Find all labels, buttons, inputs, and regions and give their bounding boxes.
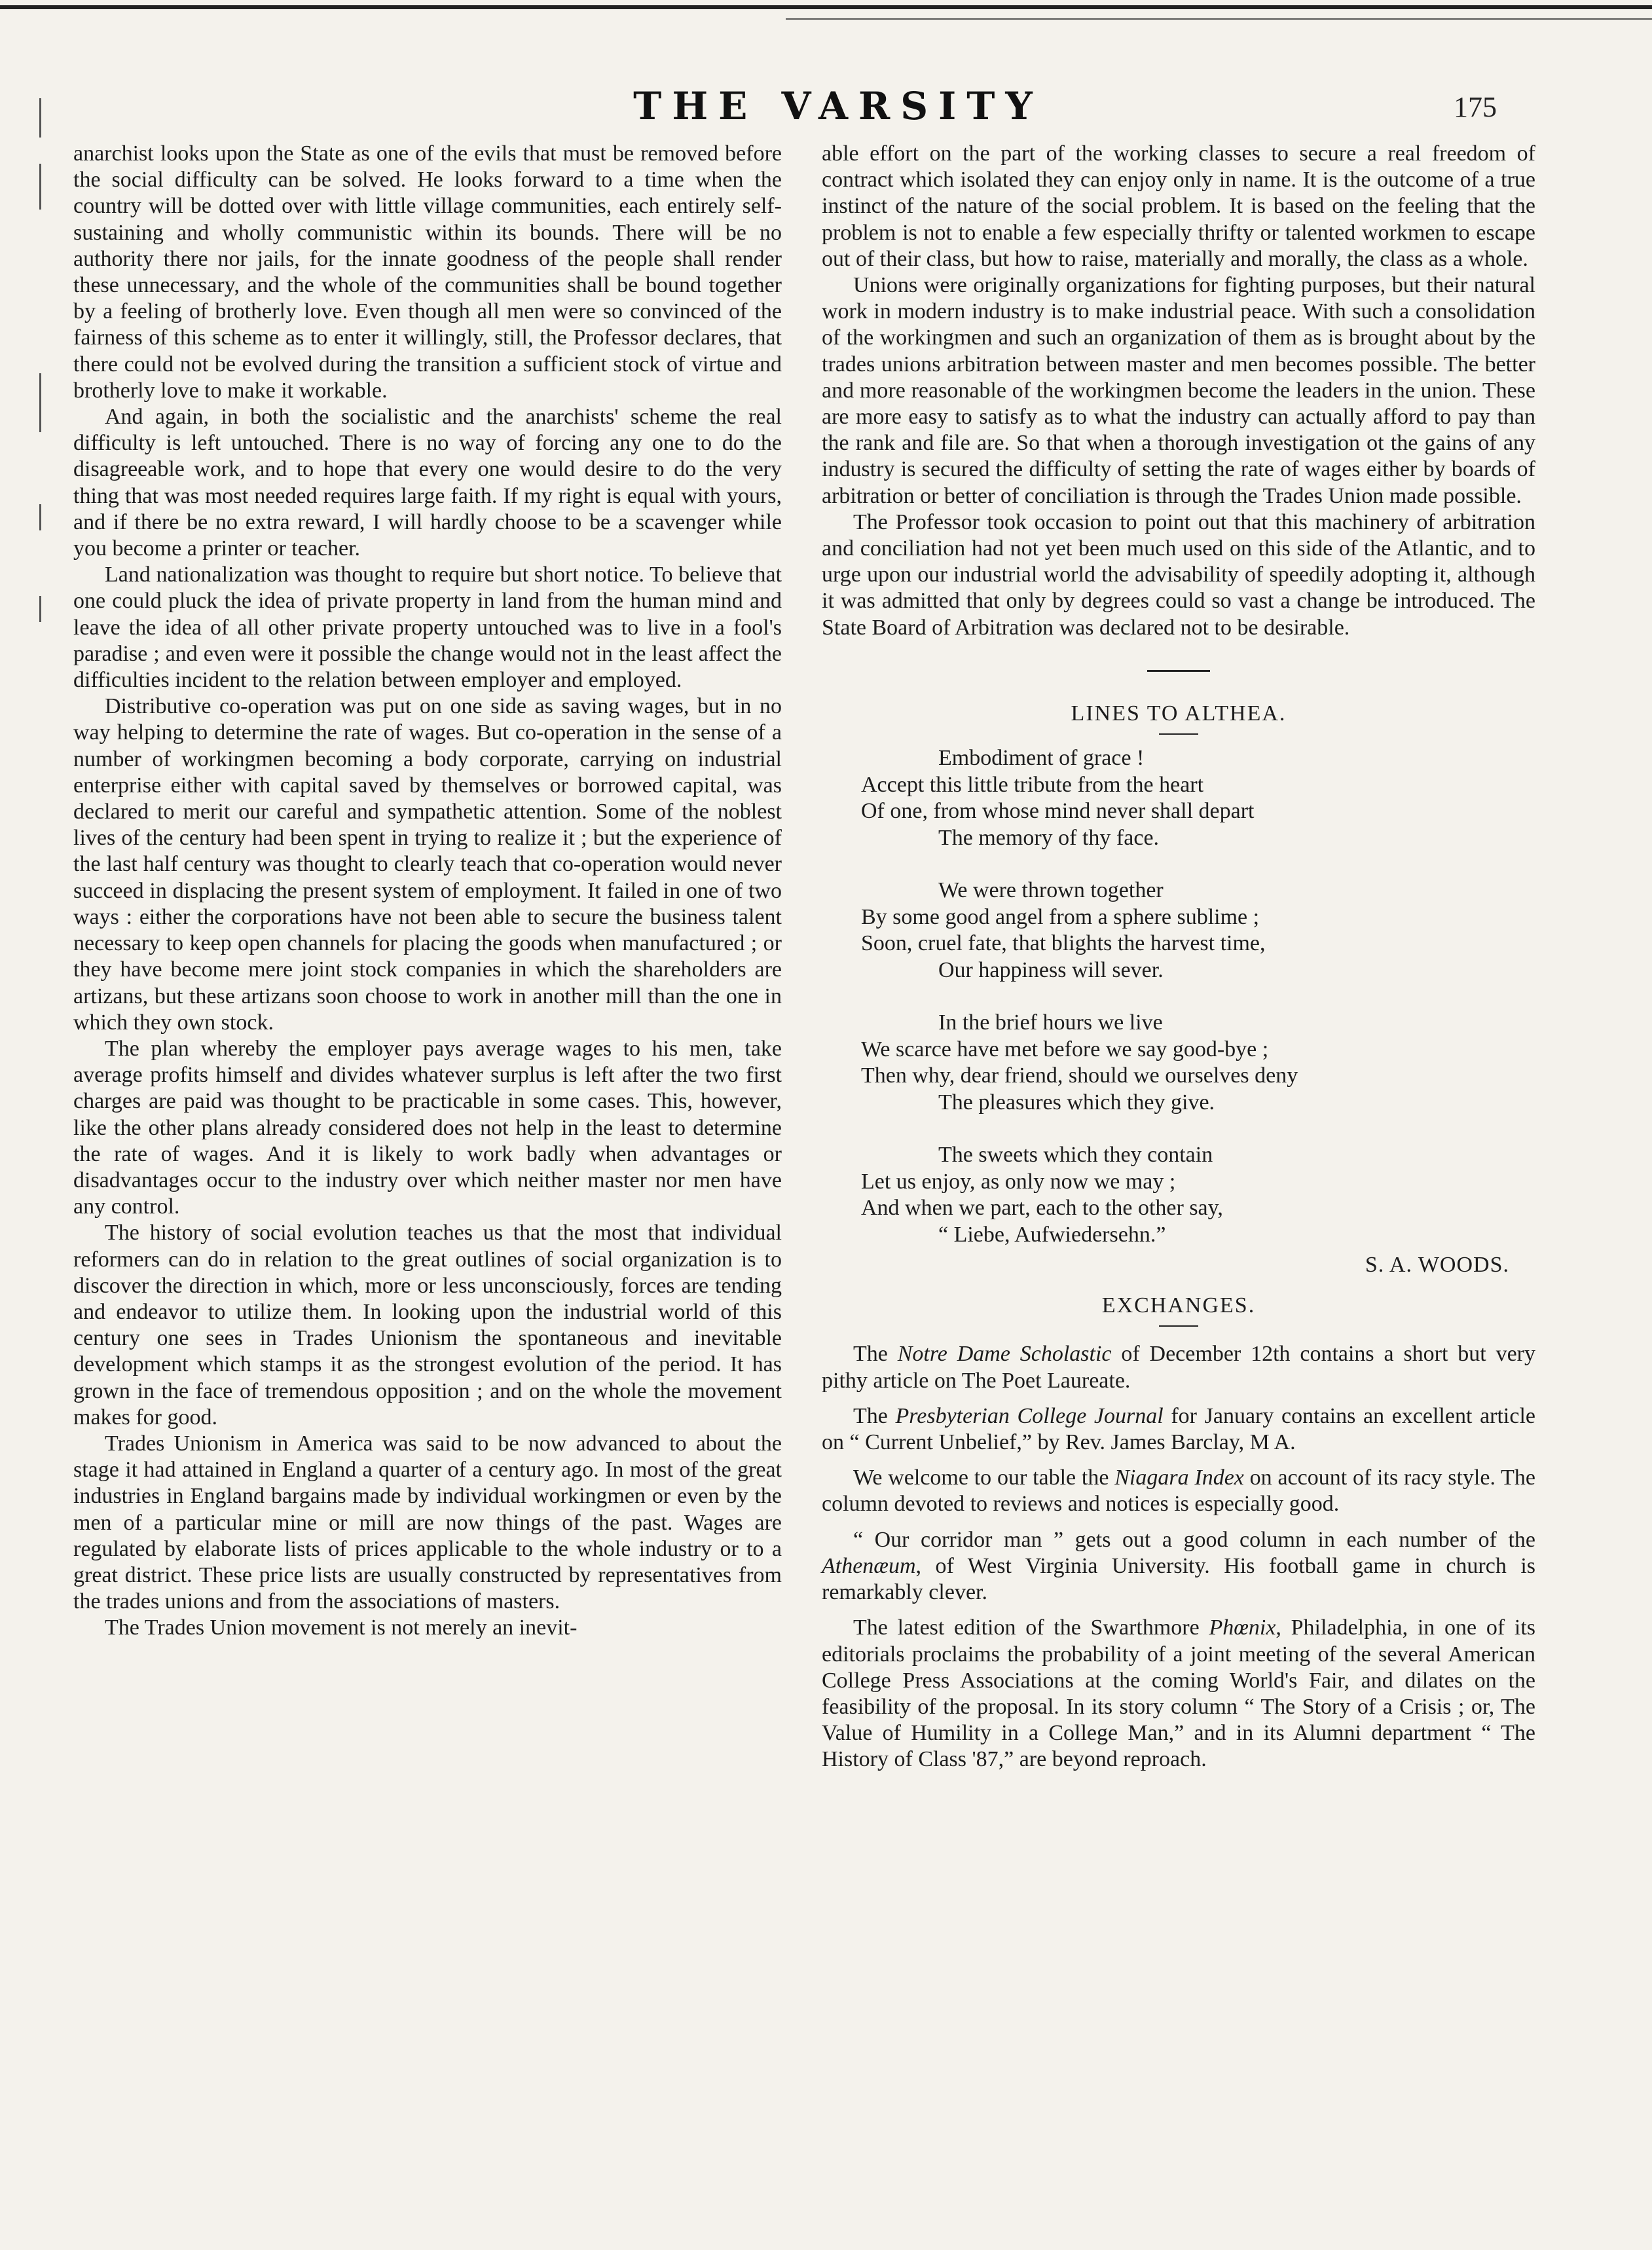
- exchange-text: for January contains an excellent article on “ Current Unbelief,” by Rev. James Barclay, M A.: [822, 1403, 1536, 1455]
- poem-line: Let us enjoy, as only now we may ;: [861, 1169, 1176, 1194]
- paragraph: The history of social evolution teaches us that the most that individual reformers can do in relation to the great outlines of social organization is to discover the direction in which, more or less unconsciously, forces are tending and endeavor to utilize them. In looking upon the industrial world of this century one sees in Trades Unionism the spontaneous and inevitable development which stamps it as the strongest evolution of the period. It has grown in the face of tremendous opposition ; and on the whole the movement makes for good.: [73, 1221, 782, 1429]
- paragraph: And again, in both the socialistic and the anarchists' scheme the real difficulty is left untouched. There is no way of forcing any one to do the disagreeable work, and to hope that every one would desire to do the very thing that was most needed requires large faith. If my right is equal with yours, and if there be no extra reward, I will hardly choose to be a scavenger while you become a printer or teacher.: [73, 405, 782, 561]
- poem-line: Soon, cruel fate, that blights the harvest time,: [861, 931, 1266, 956]
- margin-marks: [39, 98, 45, 1342]
- poem-stanza: [861, 1010, 1535, 1116]
- poem-lines-to-althea: [861, 745, 1535, 1248]
- exchange-item: [822, 1341, 1535, 1393]
- paragraph: anarchist looks upon the State as one of the evils that must be removed before the social difficulty can be solved. He looks forward to a time when the country will be dotted over with little village communities, each entirely self-sustaining and wholly communistic within its bounds. There will be no authority there nor jails, for the innate goodness of the people shall render these unnecessary, and the whole of the communities shall be bound together by a feeling of brotherly love. Even though all men were so convinced of the fairness of this scheme as to enter it willingly, still, the Professor declares, that there could not be evolved during the transition a sufficient stock of virtue and brotherly love to make it workable.: [73, 141, 782, 403]
- publication-name: Notre Dame Scholastic: [897, 1342, 1112, 1367]
- exchange-text: The: [853, 1342, 898, 1367]
- poem-line: The sweets which they contain: [938, 1143, 1213, 1168]
- poem-stanza: [861, 877, 1535, 984]
- paragraph: Land nationalization was thought to require but short notice. To believe that one could pluck the idea of private property in land from the human mind and leave the idea of all other private property untouched was to live in a fool's paradise ; and even were it possible the change would not in the least affect the difficulties incident to the relation between employer and employed.: [73, 562, 782, 693]
- top-border-rule-thin: [786, 18, 1652, 20]
- poem-line: The pleasures which they give.: [938, 1090, 1215, 1115]
- poem-stanza: [861, 1142, 1535, 1248]
- paragraph: Distributive co-operation was put on one side as saving wages, but in no way helping to determine the rate of wages. But co-operation in the sense of a number of workingmen becoming a body corporate, carrying on industrial enterprise either with capital saved by themselves or borrowed capital, was declared to merit our careful and sympathetic attention. Some of the noblest lives of the century had been spent in trying to realize it ; but the experience of the last half century was thought to clearly teach that co-operation would never succeed in displacing the present system of employment. It failed in one of two ways : either the corporations have not been able to secure the business talent necessary to keep open channels for placing the goods when manufactured ; or they have become mere joint stock companies in which the shareholders are artizans, but these artizans soon choose to work in another mill than the one in which they own stock.: [73, 694, 782, 1035]
- exchange-text: on account of its racy style. The column devoted to reviews and notices is especially good.: [822, 1466, 1535, 1517]
- paragraph: The Professor took occasion to point out that this machinery of arbitration and conciliation had not yet been much used on this side of the Atlantic, and to urge upon our industrial world the advisability of speedily adopting it, although it was admitted that only by degrees could so vast a change be introduced. The State Board of Arbitration was declared not to be desirable.: [822, 509, 1535, 640]
- poem-line: Then why, dear friend, should we ourselves deny: [861, 1063, 1298, 1088]
- poem-line: The memory of thy face.: [938, 825, 1160, 850]
- paragraph: The Trades Union movement is not merely an inevit-: [105, 1615, 578, 1640]
- exchange-item: [822, 1615, 1535, 1773]
- paragraph: Trades Unionism in America was said to be now advanced to about the stage it had attained in England a quarter of a century ago. In most of the great industries in England bargains made by individual workingmen or even by the men of a particular mine or mill are now things of the past. Wages are regulated by elaborate lists of prices applicable to the whole industry or to a great district. These price lists are usually constructed by representatives from the trades unions and from the associations of masters.: [73, 1431, 782, 1614]
- top-border-rule: [0, 5, 1652, 9]
- poem-stanza: [861, 745, 1535, 851]
- poem-line: Accept this little tribute from the heart: [861, 772, 1204, 797]
- exchange-item: [822, 1465, 1535, 1517]
- right-column: [822, 141, 1535, 1782]
- poem-title: LINES TO ALTHEA.: [1071, 701, 1287, 726]
- poem-line: “ Liebe, Aufwiedersehn.”: [938, 1222, 1166, 1247]
- poem-line: By some good angel from a sphere sublime ;: [861, 904, 1260, 929]
- poem-line: We were thrown together: [938, 878, 1164, 903]
- exchange-item: [822, 1527, 1535, 1606]
- exchange-text: , Philadelphia, in one of its editorials proclaims the probability of a joint meeting of the several American College Press Associations at the coming World's Fair, and dilates on the feasibility of the proposal. In its story column “ The Story of a Crisis ; or, The Value of Humility in a College Man,” and in its Alumni department “ The History of Class '87,” are beyond reproach.: [822, 1615, 1535, 1772]
- poem-line: And when we part, each to the other say,: [861, 1196, 1223, 1221]
- exchange-item: [822, 1403, 1535, 1456]
- publication-name: Presbyterian College Journal: [895, 1403, 1164, 1428]
- paragraph: Unions were originally organizations for fighting purposes, but their natural work in modern industry is to make industrial peace. With such a consolidation of the workingmen and such an organization of them as is brought about by the trades unions arbitration between master and men becomes possible. The better and more reasonable of the workingmen become the leaders in the union. These are more easy to satisfy as to what the industry can actually afford to pay than the rank and file are. So that when a thorough investigation ot the gains of any industry is secured the difficulty of setting the rate of wages either by boards of arbitration or better of conciliation is through the Trades Union made possible.: [822, 273, 1535, 508]
- page-number: 175: [1454, 91, 1497, 123]
- left-column: [73, 141, 782, 1642]
- paragraph: The plan whereby the employer pays average wages to his men, take average profits himself and divides whatever surplus is left after the two first charges are paid was thought to be practicable in some cases. This, however, like the other plans already considered does not help in the least to determine the rate of wages. And it is likely to work badly when advantages or disadvantages occur to the industry over which neither master nor men have any control.: [73, 1036, 782, 1219]
- exchanges-list: [822, 1341, 1535, 1773]
- publication-name: Phœnix: [1209, 1615, 1276, 1640]
- poem-line: In the brief hours we live: [938, 1010, 1163, 1035]
- publication-name: Athenæum: [822, 1553, 916, 1578]
- paragraph: able effort on the part of the working classes to secure a real freedom of contract which isolated they can enjoy only in name. It is the outcome of a true instinct of the nature of the social problem. It is based on the feeling that the problem is not to enable a few especially thrifty or talented workmen to escape out of their class, but how to raise, materially and morally, the class as a whole.: [822, 141, 1535, 271]
- masthead-title: THE VARSITY: [633, 84, 1043, 128]
- poem-line: Of one, from whose mind never shall depart: [861, 799, 1255, 824]
- poem-author: S. A. WOODS.: [1365, 1253, 1509, 1278]
- publication-name: Niagara Index: [1114, 1466, 1244, 1490]
- exchange-text: of December 12th contains a short but very pithy article on The Poet Laureate.: [822, 1342, 1535, 1393]
- exchange-text: The: [853, 1403, 896, 1428]
- poem-line: Embodiment of grace !: [938, 746, 1145, 771]
- poem-line: Our happiness will sever.: [938, 957, 1164, 982]
- exchange-text: “ Our corridor man ” gets out a good column in each number of the: [853, 1527, 1535, 1552]
- exchange-text: , of West Virginia University. His football game in church is remarkably clever.: [822, 1553, 1535, 1605]
- poem-line: We scarce have met before we say good-bye ;: [861, 1037, 1269, 1061]
- exchange-text: We welcome to our table the: [853, 1466, 1115, 1490]
- exchange-text: The latest edition of the Swarthmore: [853, 1615, 1209, 1640]
- exchanges-title: EXCHANGES.: [1101, 1293, 1256, 1318]
